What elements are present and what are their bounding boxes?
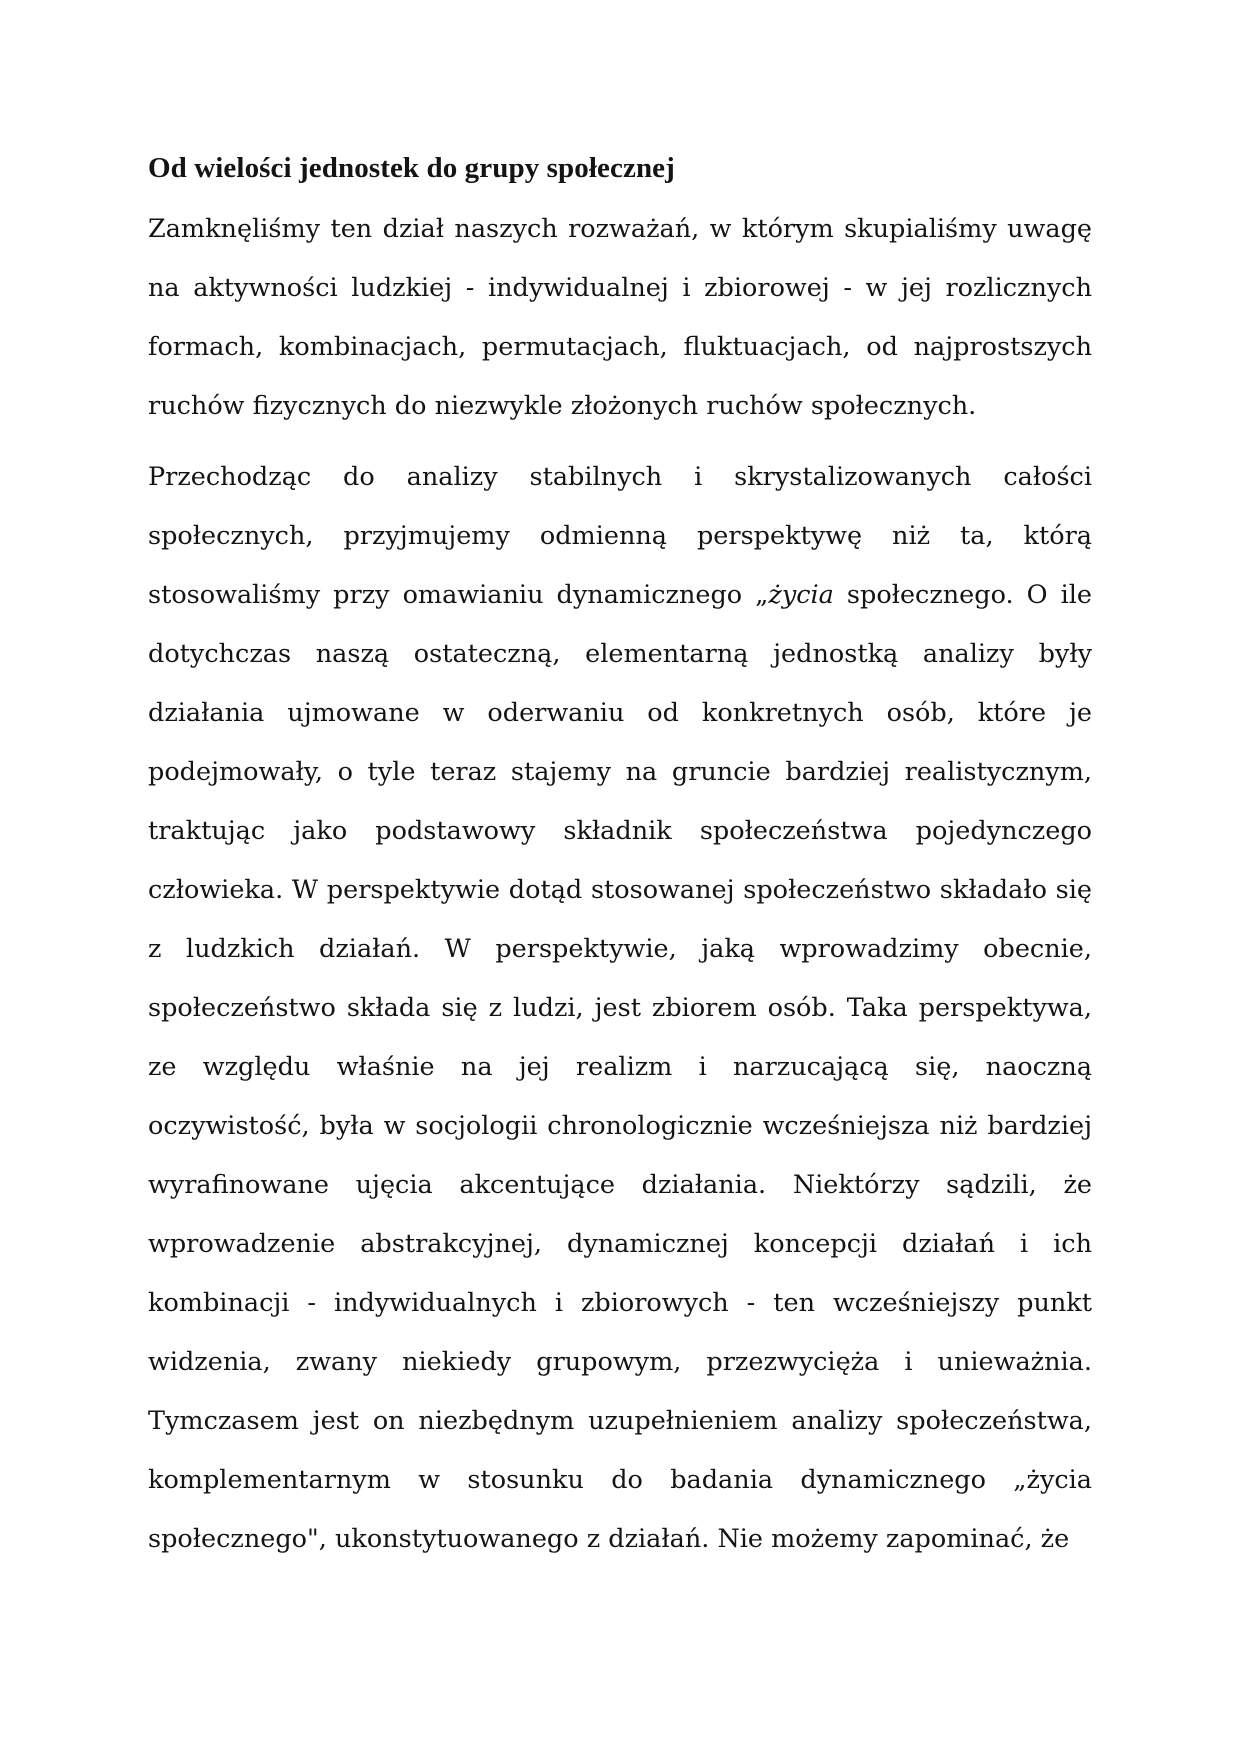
paragraph-2-emphasis: życia [768, 580, 834, 610]
document-body [148, 146, 1092, 1581]
paragraph-2 [148, 448, 1092, 1569]
section-heading: Od wielości jednostek do grupy społecznej [148, 152, 675, 184]
paragraph-1: Zamknęliśmy ten dział naszych rozważań, w którym skupialiśmy uwagę na aktywności ludzkiej - indywidualnej i zbiorowej - w jej rozlicznych formach, kombinacjach, permutacjach, fluktuacjach, od najprostszych ruchów fizycznych do niezwykle złożonych ruchów społecznych. [148, 214, 1092, 421]
paragraph-2-text-start: Przechodząc do analizy stabilnych i skrystalizowanych całości społecznych, przyjmujemy odmienną perspektywę niż ta, którą stosowaliśmy przy omawianiu dynamicznego „ [148, 462, 1092, 610]
paragraph-2-text-end: społecznego. O ile dotychczas naszą ostateczną, elementarną jednostką analizy były działania ujmowane w oderwaniu od konkretnych osób, które je podejmowały, o tyle teraz stajemy na gruncie bardziej realistycznym, traktując jako podstawowy składnik społeczeństwa pojedynczego człowieka. W perspektywie dotąd stosowanej społeczeństwo składało się z ludzkich działań. W perspektywie, jaką wprowadzimy obecnie, społeczeństwo składa się z ludzi, jest zbiorem osób. Taka perspektywa, ze względu właśnie na jej realizm i narzucającą się, naoczną oczywistość, była w socjologii chronologicznie wcześniejsza niż bardziej wyrafinowane ujęcia akcentujące działania. Niektórzy sądzili, że wprowadzenie abstrakcyjnej, dynamicznej koncepcji działań i ich kombinacji - indywidualnych i zbiorowych - ten wcześniejszy punkt widzenia, zwany niekiedy grupowym, przezwycięża i unieważnia. Tymczasem jest on niezbędnym uzupełnieniem analizy społeczeństwa, komplementarnym w stosunku do badania dynamicznego „życia społecznego", ukonstytuowanego z działań. Nie możemy zapominać, że [148, 580, 1092, 1554]
